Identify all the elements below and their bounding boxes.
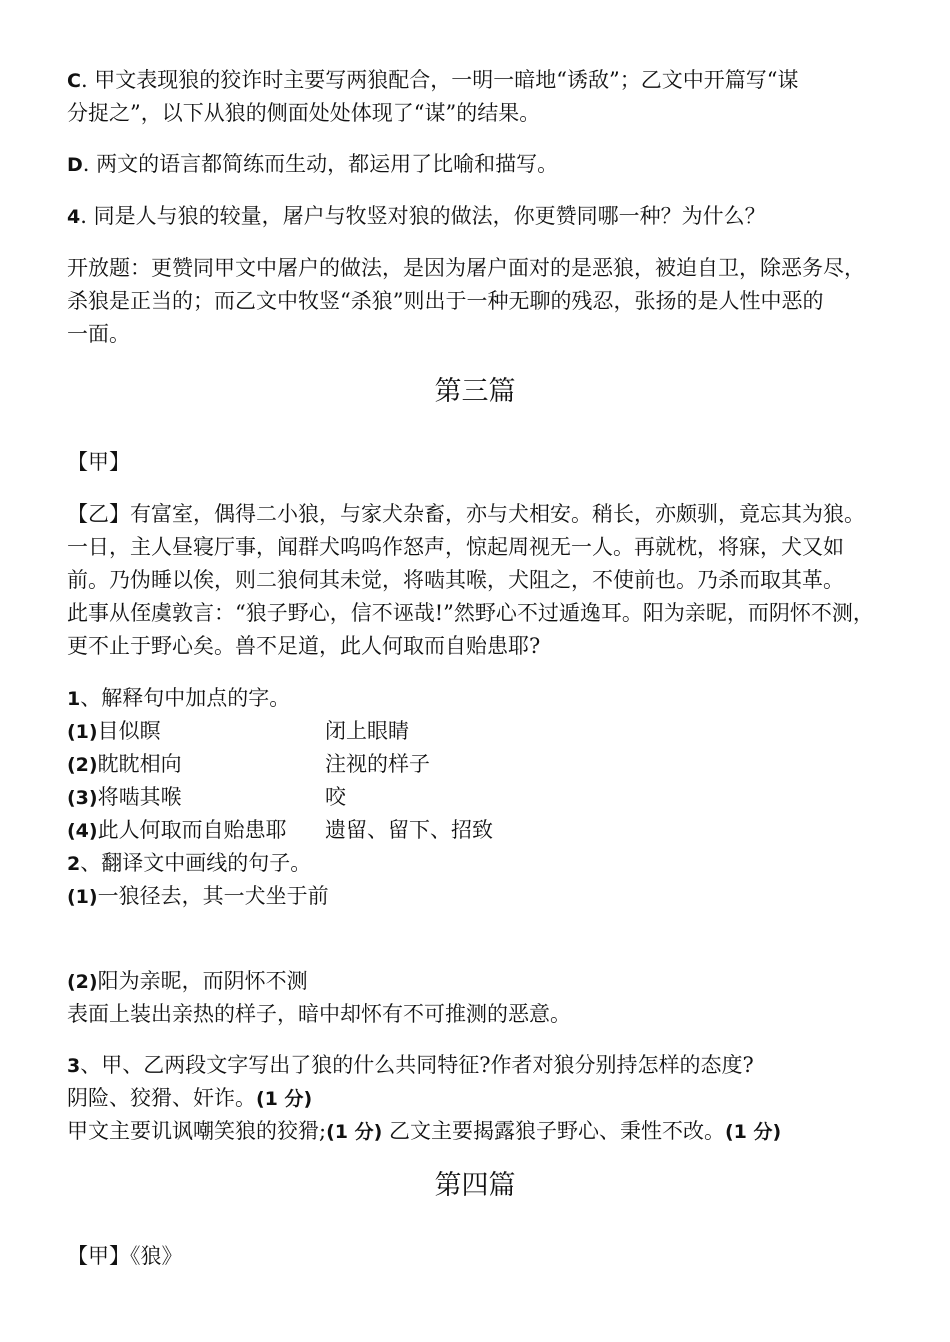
item-4-answer: 遗留、留下、招致: [325, 818, 493, 842]
item-2-answer: 注视的样子: [325, 752, 430, 776]
passage-yi-line3: 前。乃伪睡以俟，则二狼伺其未觉，将啮其喉，犬阻之，不使前也。乃杀而取其革。: [67, 568, 844, 592]
option-d: [67, 148, 897, 182]
passage-yi-line1: 【乙】有富室，偶得二小狼，与家犬杂畜，亦与犬相安。稍长，亦颇驯，竟忘其为狼。: [67, 502, 865, 526]
q3-answer-1-text: 阴险、狡猾、奸诈。: [67, 1086, 256, 1110]
item-1-number: (1): [67, 721, 98, 743]
question-3: [67, 1049, 897, 1083]
item-2: [67, 748, 897, 782]
section-3-title: 第三篇: [434, 376, 516, 407]
q3-answer-line1: [67, 1082, 897, 1116]
question-3-number: 3: [67, 1055, 81, 1077]
item-3-number: (3): [67, 787, 98, 809]
translate-1: [67, 880, 897, 914]
item-2-text: 眈眈相向: [97, 752, 182, 776]
q4-answer-line2: 杀狼是正当的；而乙文中牧竖“杀狼”则出于一种无聊的残忍，张扬的是人性中恶的: [67, 289, 824, 313]
translate-2-text: 阳为亲昵，而阴怀不测: [97, 969, 308, 993]
item-4-text: 此人何取而自贻患耶: [97, 818, 287, 842]
question-1-number: 1: [67, 688, 81, 710]
item-1-text: 目似瞑: [97, 719, 161, 743]
q3-answer-line2: [67, 1115, 897, 1149]
section-4-jia-label: 【甲】《狼》: [67, 1244, 183, 1268]
question-3-text: 、甲、乙两段文字写出了狼的什么共同特征?作者对狼分别持怎样的态度?: [80, 1053, 754, 1077]
section-4-title: 第四篇: [434, 1170, 516, 1201]
passage-yi-line5: 更不止于野心矣。兽不足道，此人何取而自贻患耶?: [67, 634, 541, 658]
option-c-line1: [67, 64, 897, 98]
translate-1-text: 一狼径去，其一犬坐于前: [97, 884, 329, 908]
option-d-text: . 两文的语言都简练而生动，都运用了比喻和描写。: [82, 152, 559, 176]
translate-2: [67, 965, 897, 999]
question-1: [67, 682, 897, 716]
item-2-number: (2): [67, 754, 98, 776]
q3-answer-2a-score: (1 分): [326, 1121, 383, 1143]
section-3-jia-label: 【甲】: [67, 450, 130, 474]
question-2: [67, 847, 897, 881]
question-4-number: 4: [67, 206, 81, 228]
item-3: [67, 781, 897, 815]
option-c-label: C: [67, 70, 81, 92]
option-c-line2: 分捉之”，以下从狼的侧面处处体现了“谋”的结果。: [67, 101, 541, 125]
q3-answer-2a-text: 甲文主要讥讽嘲笑狼的狡猾;: [67, 1119, 327, 1143]
item-3-answer: 咬: [325, 785, 346, 809]
item-1: [67, 715, 897, 749]
option-d-label: D: [67, 154, 83, 176]
question-1-text: 、解释句中加点的字。: [80, 686, 291, 710]
q3-answer-2b-score: (1 分): [724, 1121, 782, 1143]
question-2-text: 、翻译文中画线的句子。: [80, 851, 312, 875]
passage-yi-line2: 一日，主人昼寝厅事，闻群犬呜呜作怒声，惊起周视无一人。再就枕，将寐，犬又如: [67, 535, 844, 559]
q4-answer-line3: 一面。: [67, 322, 130, 346]
question-4-text: . 同是人与狼的较量，屠户与牧竖对狼的做法，你更赞同哪一种？为什么？: [80, 204, 766, 228]
q3-answer-2b-text: 乙文主要揭露狼子野心、秉性不改。: [382, 1119, 725, 1143]
question-4: [67, 200, 897, 234]
option-c-text: . 甲文表现狼的狡诈时主要写两狼配合，一明一暗地“诱敌”；乙文中开篇写“谋: [80, 68, 799, 92]
q4-answer-line1: 开放题：更赞同甲文中屠户的做法，是因为屠户面对的是恶狼，被迫自卫，除恶务尽，: [67, 256, 865, 280]
q3-answer-1-score: (1 分): [256, 1088, 313, 1110]
item-4-number: (4): [67, 820, 98, 842]
passage-yi-line4: 此事从侄虞敦言：“狼子野心，信不诬哉!”然野心不过遁逸耳。阳为亲昵，而阴怀不测，: [67, 601, 874, 625]
item-1-answer: 闭上眼睛: [325, 719, 409, 743]
translate-1-number: (1): [67, 886, 98, 908]
translate-2-answer: 表面上装出亲热的样子，暗中却怀有不可推测的恶意。: [67, 1002, 571, 1026]
question-2-number: 2: [67, 853, 81, 875]
translate-2-number: (2): [67, 971, 98, 993]
item-3-text: 将啮其喉: [97, 785, 182, 809]
